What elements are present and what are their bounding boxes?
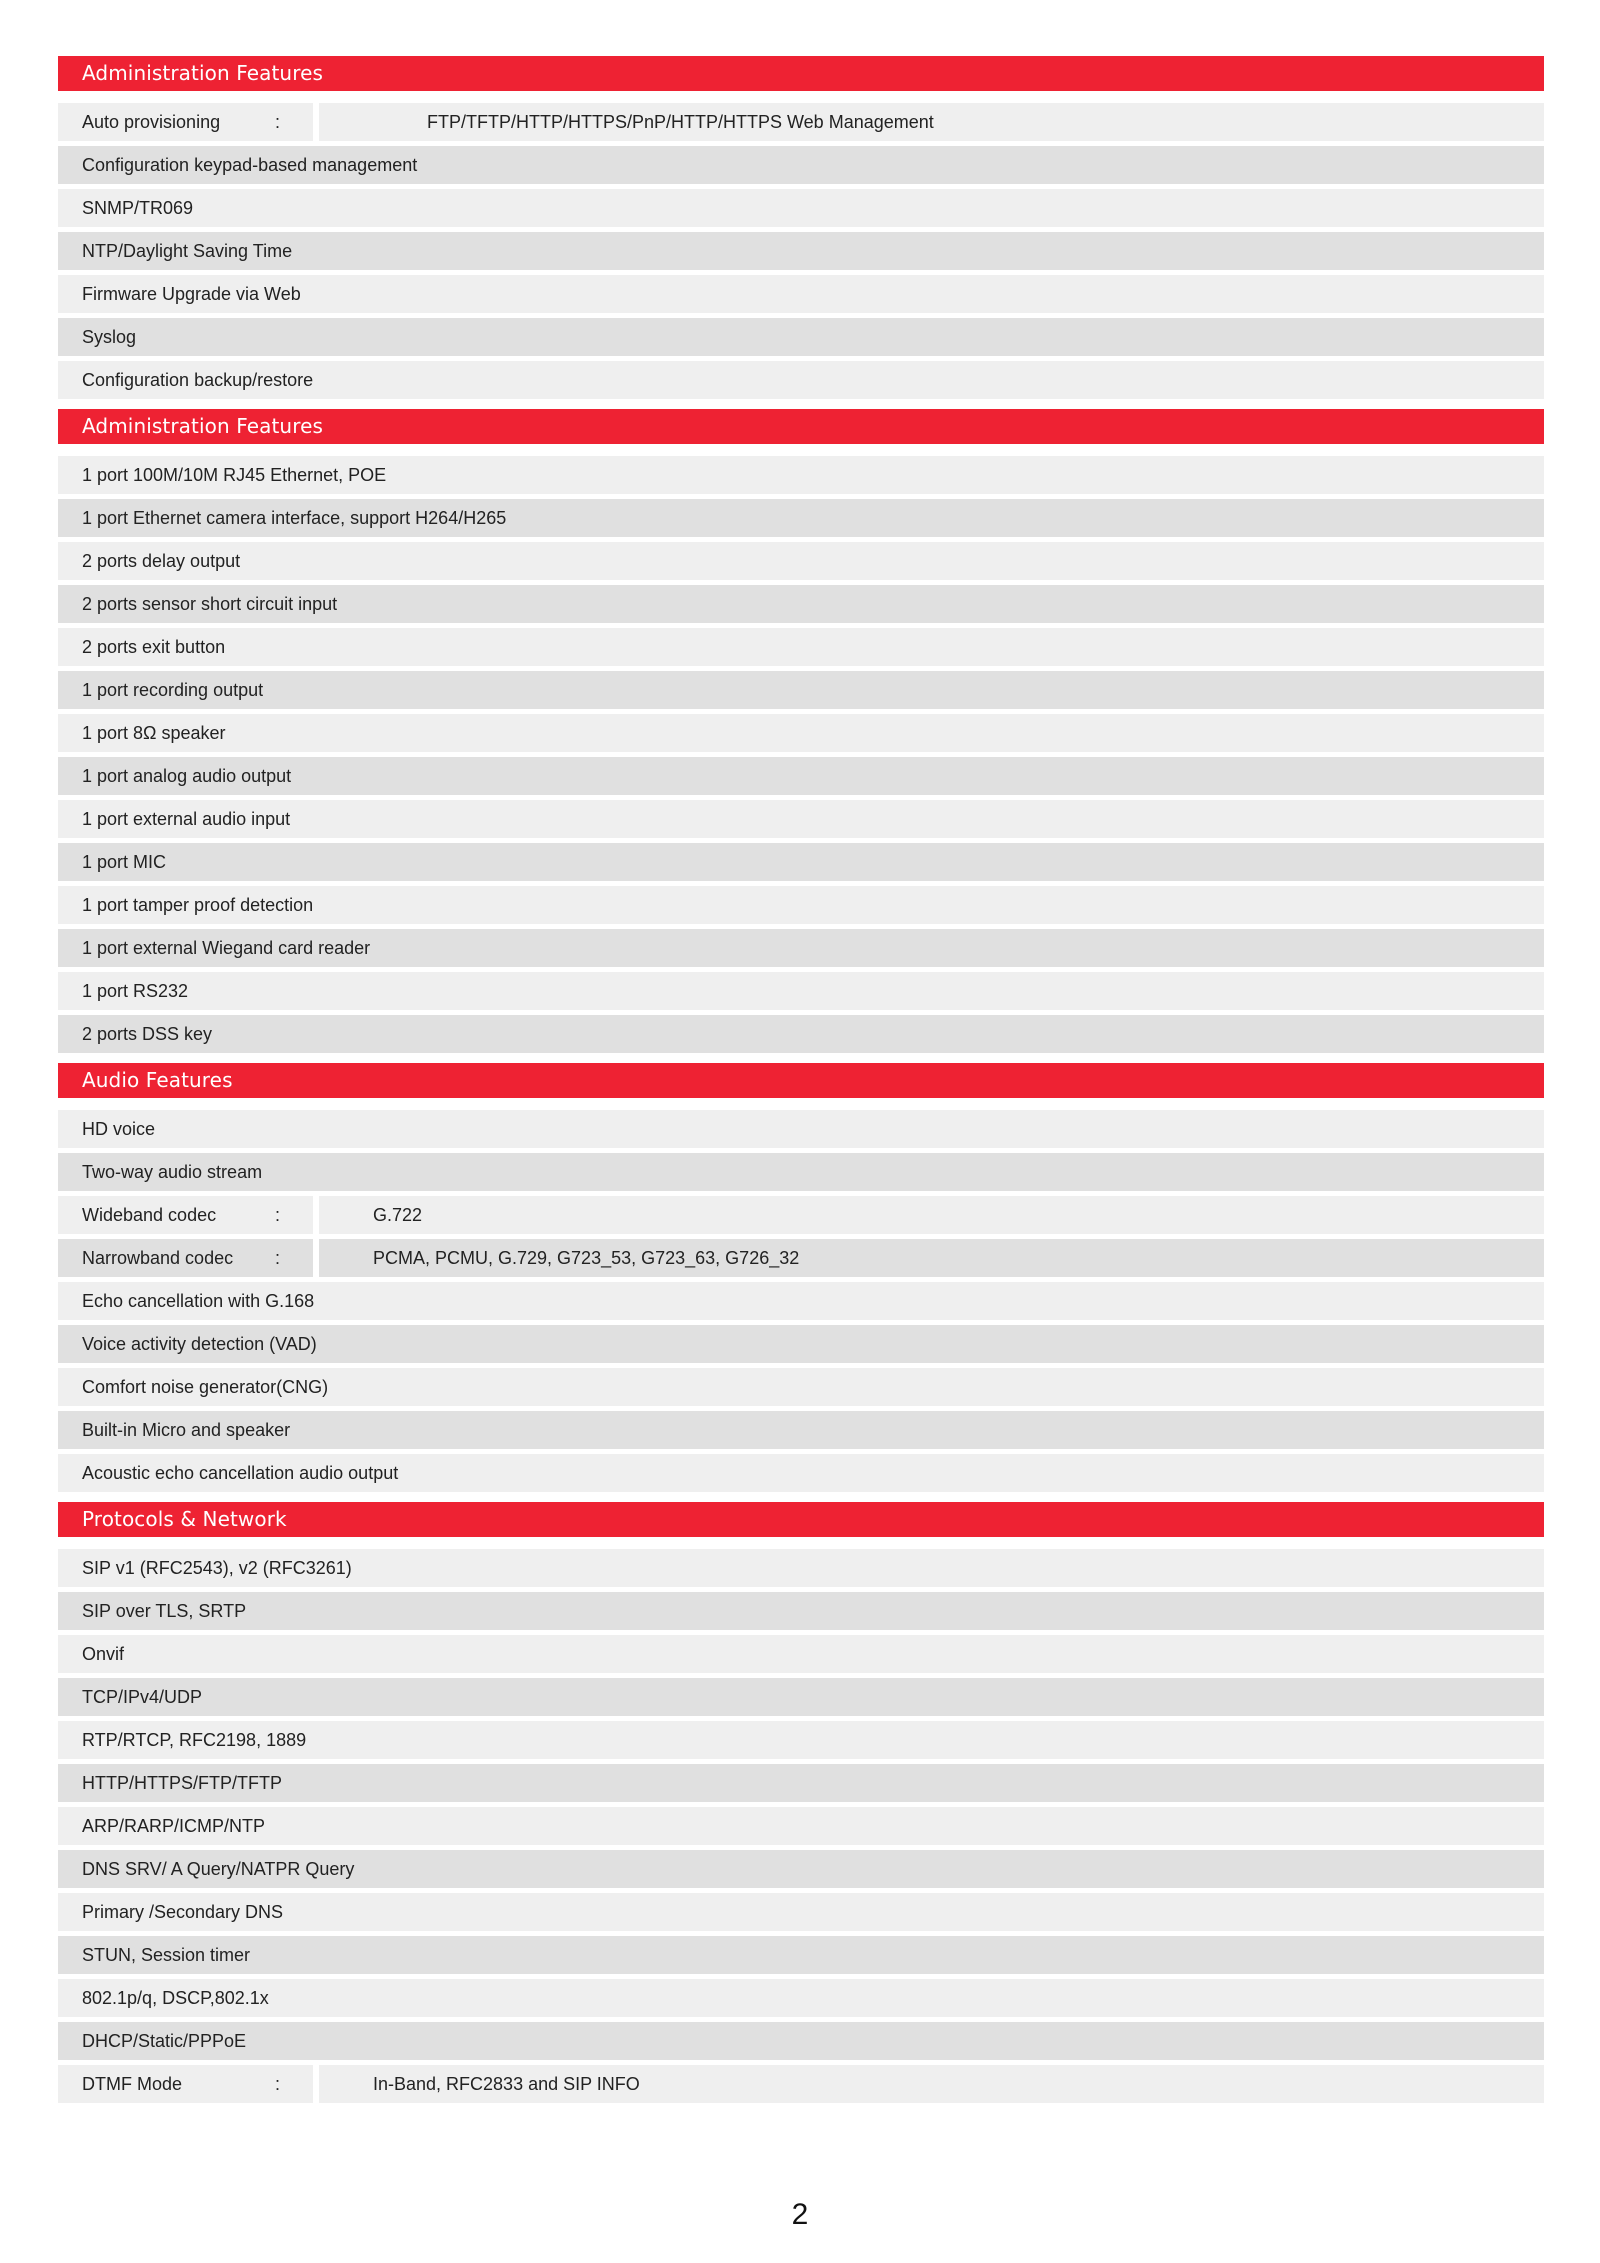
spec-label: DTMF Mode [82,2074,183,2094]
spec-item: 1 port recording output [58,671,1544,709]
spec-item: 2 ports DSS key [58,1015,1544,1053]
spec-row [58,671,1544,709]
spec-row [58,1454,1544,1492]
spec-row [58,1411,1544,1449]
spec-row [58,146,1544,184]
spec-item: 1 port analog audio output [58,757,1544,795]
spec-colon: : [275,112,281,132]
spec-colon: : [275,1248,281,1268]
spec-row [58,499,1544,537]
spec-item: 1 port 100M/10M RJ45 Ethernet, POE [58,456,1544,494]
spec-item: DHCP/Static/PPPoE [58,2022,1544,2060]
section-header: Audio Features [58,1063,1544,1098]
spec-row [58,2065,1544,2103]
spec-item: Two-way audio stream [58,1153,1544,1191]
spec-row [58,275,1544,313]
spec-row [58,1368,1544,1406]
spec-item: Echo cancellation with G.168 [58,1282,1544,1320]
spec-item: 1 port MIC [58,843,1544,881]
spec-item: SIP over TLS, SRTP [58,1592,1544,1630]
spec-item: Built-in Micro and speaker [58,1411,1544,1449]
spec-row [58,1015,1544,1053]
spec-item: Firmware Upgrade via Web [58,275,1544,313]
spec-item: Comfort noise generator(CNG) [58,1368,1544,1406]
spec-item: 1 port external audio input [58,800,1544,838]
spec-item: Primary /Secondary DNS [58,1893,1544,1931]
spec-row [58,1196,1544,1234]
spec-label: Auto provisioning [82,112,221,132]
spec-row [58,1282,1544,1320]
spec-row [58,929,1544,967]
spec-item: Acoustic echo cancellation audio output [58,1454,1544,1492]
spec-label-cell [58,1196,313,1234]
spec-row [58,103,1544,141]
spec-value: In-Band, RFC2833 and SIP INFO [319,2065,1544,2103]
spec-row [58,1893,1544,1931]
spec-label-cell [58,2065,313,2103]
spec-sheet [58,56,1544,2103]
spec-row [58,456,1544,494]
spec-item: 1 port 8Ω speaker [58,714,1544,752]
spec-label: Narrowband codec [82,1248,234,1268]
spec-row [58,1325,1544,1363]
spec-value: PCMA, PCMU, G.729, G723_53, G723_63, G726_32 [319,1239,1544,1277]
spec-item: Onvif [58,1635,1544,1673]
spec-item: TCP/IPv4/UDP [58,1678,1544,1716]
page-number: 2 [791,2198,809,2231]
spec-row [58,972,1544,1010]
spec-colon: : [275,1205,281,1225]
spec-value: FTP/TFTP/HTTP/HTTPS/PnP/HTTP/HTTPS Web Management [319,103,1544,141]
spec-item: DNS SRV/ A Query/NATPR Query [58,1850,1544,1888]
section-header: Administration Features [58,409,1544,444]
spec-item: 1 port RS232 [58,972,1544,1010]
spec-item: ARP/RARP/ICMP/NTP [58,1807,1544,1845]
spec-row [58,714,1544,752]
spec-item: 802.1p/q, DSCP,802.1x [58,1979,1544,2017]
spec-row [58,1721,1544,1759]
spec-label-cell [58,1239,313,1277]
spec-row [58,757,1544,795]
spec-row [58,585,1544,623]
spec-row [58,1979,1544,2017]
spec-item: STUN, Session timer [58,1936,1544,1974]
spec-item: 1 port tamper proof detection [58,886,1544,924]
spec-row [58,1764,1544,1802]
spec-row [58,361,1544,399]
spec-row [58,1850,1544,1888]
spec-row [58,542,1544,580]
spec-item: RTP/RTCP, RFC2198, 1889 [58,1721,1544,1759]
spec-row [58,1239,1544,1277]
spec-item: 1 port Ethernet camera interface, support H264/H265 [58,499,1544,537]
spec-row [58,1549,1544,1587]
spec-row [58,800,1544,838]
spec-row [58,1635,1544,1673]
spec-item: SNMP/TR069 [58,189,1544,227]
spec-row [58,232,1544,270]
spec-row [58,1678,1544,1716]
spec-row [58,843,1544,881]
spec-row [58,1110,1544,1148]
spec-row [58,189,1544,227]
spec-item: Configuration backup/restore [58,361,1544,399]
section-header: Protocols & Network [58,1502,1544,1537]
spec-row [58,886,1544,924]
spec-row [58,628,1544,666]
spec-item: Syslog [58,318,1544,356]
spec-row [58,1936,1544,1974]
spec-value: G.722 [319,1196,1544,1234]
spec-row [58,1807,1544,1845]
spec-item: 2 ports delay output [58,542,1544,580]
spec-row [58,1153,1544,1191]
spec-item: SIP v1 (RFC2543), v2 (RFC3261) [58,1549,1544,1587]
section-header: Administration Features [58,56,1544,91]
spec-item: Configuration keypad-based management [58,146,1544,184]
spec-item: 1 port external Wiegand card reader [58,929,1544,967]
spec-item: 2 ports exit button [58,628,1544,666]
spec-item: 2 ports sensor short circuit input [58,585,1544,623]
spec-row [58,318,1544,356]
spec-label: Wideband codec [82,1205,217,1225]
spec-colon: : [275,2074,281,2094]
spec-row [58,1592,1544,1630]
spec-item: NTP/Daylight Saving Time [58,232,1544,270]
spec-label-cell [58,103,313,141]
spec-row [58,2022,1544,2060]
spec-item: Voice activity detection (VAD) [58,1325,1544,1363]
spec-item: HTTP/HTTPS/FTP/TFTP [58,1764,1544,1802]
spec-item: HD voice [58,1110,1544,1148]
